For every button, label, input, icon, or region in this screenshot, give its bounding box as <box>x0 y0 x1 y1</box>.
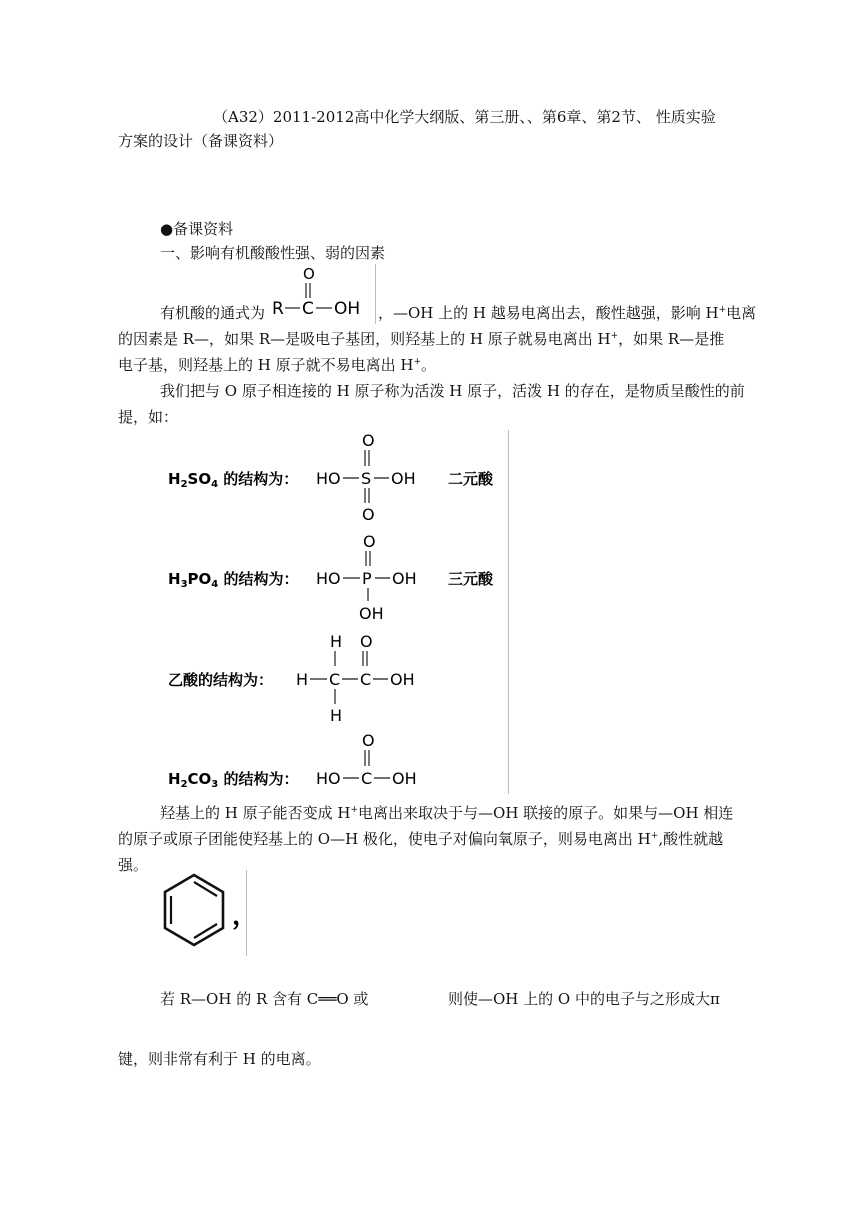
para4-line2: 键，则非常有利于 H 的电离。 <box>118 1050 321 1068</box>
svg-text:OH: OH <box>390 670 415 689</box>
svg-text:OH: OH <box>392 569 417 588</box>
rcooh-oh-group: OH <box>334 299 361 319</box>
svg-text:H: H <box>330 632 343 651</box>
benzene-hexagon <box>165 875 223 945</box>
svg-text:S: S <box>361 469 372 488</box>
svg-text:O: O <box>363 532 376 551</box>
svg-text:O: O <box>362 431 375 450</box>
svg-text:HO: HO <box>316 569 341 588</box>
para1-line1-lead: 有机酸的通式为 <box>160 304 266 322</box>
svg-text:C: C <box>361 769 373 788</box>
para4-part2: 则使—OH 上的 O 中的电子与之形成大π <box>448 990 720 1008</box>
para3-line3: 强。 <box>118 856 149 874</box>
para3-line1: 羟基上的 H 原子能否变成 H+电离出来取决于与—OH 联接的原子。如果与—OH 相连 <box>160 804 734 822</box>
benzene-ring-figure <box>160 870 259 956</box>
svg-text:OH: OH <box>359 604 384 623</box>
bullet-heading: ●备课资料 <box>160 220 234 238</box>
rcooh-formula-figure <box>269 264 376 324</box>
svg-text:O: O <box>362 505 375 524</box>
para2-line2: 提，如： <box>118 408 179 426</box>
para1-line1-rest: ，—OH 上的 H 越易电离出去，酸性越强，影响 H+电离 <box>378 304 757 322</box>
para1-line3: 电子基，则羟基上的 H 原子就不易电离出 H+。 <box>118 356 437 374</box>
svg-text:H: H <box>296 670 309 689</box>
svg-text:H2CO3 的结构为：: $H_2CO_3$ 的结构为： <box>168 770 299 790</box>
acetic-acid-structure <box>168 632 415 725</box>
rcooh-r-atom: R <box>272 299 284 319</box>
svg-text:OH: OH <box>391 469 416 488</box>
section-heading: 一、影响有机酸酸性强、弱的因素 <box>160 244 386 262</box>
svg-text:O: O <box>362 731 375 750</box>
svg-text:C: C <box>360 670 372 689</box>
svg-text:O: O <box>360 632 373 651</box>
svg-text:HO: HO <box>316 469 341 488</box>
rcooh-o-atom: O <box>303 265 315 283</box>
svg-text:OH: OH <box>392 769 417 788</box>
svg-text:P: P <box>362 569 372 588</box>
svg-text:三元酸: 三元酸 <box>448 570 494 588</box>
document-title-line2: 方案的设计（备课资料） <box>118 132 284 150</box>
svg-text:H2SO4 的结构为：: $H_2SO_4$ 的结构为： <box>168 470 299 490</box>
svg-text:C: C <box>329 670 341 689</box>
para1-line2: 的因素是 R—，如果 R—是吸电子基团，则羟基上的 H 原子就易电离出 H+，如果 R—是推 <box>118 330 725 348</box>
document-title-line1: （A32）2011-2012高中化学大纲版、第三册、、第6章、第2节、 性质实验 <box>213 108 716 126</box>
h2so4-structure <box>168 431 494 524</box>
acid-structures-figure <box>160 430 509 794</box>
svg-text:乙酸的结构为：: 乙酸的结构为： <box>168 671 274 689</box>
benzene-comma: ， <box>232 901 259 931</box>
svg-text:H3PO4 的结构为：: $H_3PO_4$ 的结构为： <box>168 570 299 590</box>
svg-text:HO: HO <box>316 769 341 788</box>
svg-text:H: H <box>330 706 343 725</box>
rcooh-c-atom: C <box>302 299 314 319</box>
svg-text:二元酸: 二元酸 <box>448 470 494 488</box>
h2co3-structure <box>168 731 417 790</box>
para4-part1: 若 R—OH 的 R 含有 C══O 或 <box>160 990 369 1008</box>
para2-line1: 我们把与 O 原子相连接的 H 原子称为活泼 H 原子，活泼 H 的存在，是物质呈酸性的前 <box>160 382 745 400</box>
para3-line2: 的原子或原子团能使羟基上的 O—H 极化，使电子对偏向氧原子，则易电离出 H+,酸性就越 <box>118 830 724 848</box>
h3po4-structure <box>168 532 494 623</box>
